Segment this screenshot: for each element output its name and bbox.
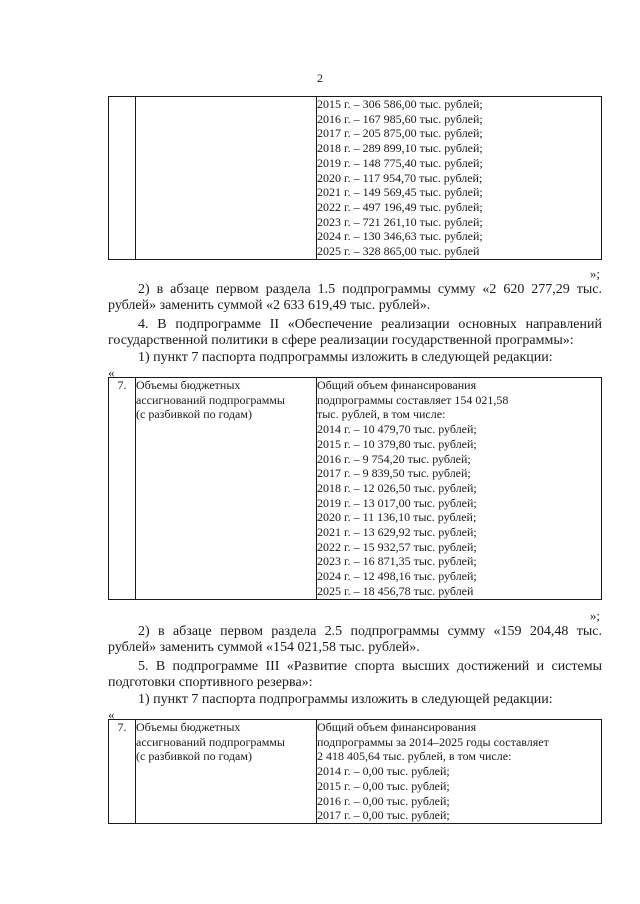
value-line: 2020 г. – 117 954,70 тыс. рублей;	[317, 170, 483, 185]
value-line: 2023 г. – 16 871,35 тыс. рублей;	[317, 554, 477, 569]
value-line: 2025 г. – 18 456,78 тыс. рублей	[317, 583, 474, 598]
passport-table	[108, 377, 602, 600]
table-continuation	[108, 96, 602, 260]
value-line: 2017 г. – 205 875,00 тыс. рублей;	[317, 126, 483, 141]
value-line: тыс. рублей, в том числе:	[317, 407, 446, 422]
paragraph: 4. В подпрограмме II «Обеспечение реализации основных направлений государственной политики в сфере реализации государственной программы»:	[108, 317, 602, 348]
value-line: 2020 г. – 11 136,10 тыс. рублей;	[317, 510, 477, 525]
table1-number-cell	[109, 97, 136, 260]
name-line: (с разбивкой по годам)	[136, 749, 252, 764]
value-line: 2019 г. – 13 017,00 тыс. рублей;	[317, 495, 477, 510]
value-line: подпрограммы за 2014–2025 годы составляет	[317, 734, 549, 749]
paragraph: 1) пункт 7 паспорта подпрограммы изложить в следующей редакции:	[138, 692, 553, 707]
name-line: (с разбивкой по годам)	[136, 407, 252, 422]
value-line: Общий объем финансирования	[317, 378, 477, 392]
name-line: ассигнований подпрограммы	[136, 734, 285, 749]
value-line: 2 418 405,64 тыс. рублей, в том числе:	[317, 749, 512, 764]
table1-values-cell	[317, 97, 602, 260]
open-quote: «	[108, 365, 115, 380]
paragraph: 5. В подпрограмме III «Развитие спорта высших достижений и системы подготовки спортивного резерва»:	[108, 659, 602, 690]
value-line: 2016 г. – 0,00 тыс. рублей;	[317, 793, 450, 808]
paragraph: 2) в абзаце первом раздела 1.5 подпрограммы сумму «2 620 277,29 тыс. рублей» заменить суммой «2 633 619,49 тыс. рублей».	[108, 282, 602, 313]
value-line: 2021 г. – 149 569,45 тыс. рублей;	[317, 185, 483, 200]
value-line: 2019 г. – 148 775,40 тыс. рублей;	[317, 155, 483, 170]
value-line: 2022 г. – 15 932,57 тыс. рублей;	[317, 539, 477, 554]
open-quote: «	[108, 707, 115, 722]
item-name-cell	[136, 378, 317, 600]
value-line: 2015 г. – 0,00 тыс. рублей;	[317, 778, 450, 793]
value-line: 2018 г. – 12 026,50 тыс. рублей;	[317, 480, 477, 495]
paragraph: 2) в абзаце первом раздела 2.5 подпрограммы сумму «159 204,48 тыс. рублей» заменить суммой «154 021,58 тыс. рублей».	[108, 624, 602, 655]
value-line: 2022 г. – 497 196,49 тыс. рублей;	[317, 199, 483, 214]
item-values-cell	[317, 720, 602, 824]
value-line: 2023 г. – 721 261,10 тыс. рублей;	[317, 214, 483, 229]
passport-table	[108, 719, 602, 824]
table1-name-cell	[136, 97, 317, 260]
page-number: 2	[317, 71, 323, 85]
value-line: 2016 г. – 167 985,60 тыс. рублей;	[317, 111, 483, 126]
value-line: 2018 г. – 289 899,10 тыс. рублей;	[317, 141, 483, 156]
paragraph: 1) пункт 7 паспорта подпрограммы изложить в следующей редакции:	[138, 350, 553, 365]
value-line: 2014 г. – 0,00 тыс. рублей;	[317, 764, 450, 779]
value-line: 2021 г. – 13 629,92 тыс. рублей;	[317, 525, 477, 540]
name-line: Объемы бюджетных	[136, 720, 241, 734]
value-line: 2014 г. – 10 479,70 тыс. рублей;	[317, 422, 477, 437]
item-name-cell	[136, 720, 317, 824]
value-line: подпрограммы составляет 154 021,58	[317, 392, 509, 407]
value-line: 2015 г. – 306 586,00 тыс. рублей;	[317, 97, 483, 111]
value-line: Общий объем финансирования	[317, 720, 477, 734]
item-number: 7.	[109, 720, 136, 824]
value-line: 2015 г. – 10 379,80 тыс. рублей;	[317, 436, 477, 451]
close-quote: »;	[589, 608, 600, 623]
value-line: 2017 г. – 9 839,50 тыс. рублей;	[317, 466, 471, 481]
name-line: Объемы бюджетных	[136, 378, 241, 392]
value-line: 2024 г. – 12 498,16 тыс. рублей;	[317, 569, 477, 584]
item-number: 7.	[109, 378, 136, 600]
item-values-cell	[317, 378, 602, 600]
name-line: ассигнований подпрограммы	[136, 392, 285, 407]
value-line: 2016 г. – 9 754,20 тыс. рублей;	[317, 451, 471, 466]
value-line: 2017 г. – 0,00 тыс. рублей;	[317, 808, 450, 823]
value-line: 2024 г. – 130 346,63 тыс. рублей;	[317, 229, 483, 244]
value-line: 2025 г. – 328 865,00 тыс. рублей	[317, 244, 480, 259]
close-quote: »;	[589, 266, 600, 281]
